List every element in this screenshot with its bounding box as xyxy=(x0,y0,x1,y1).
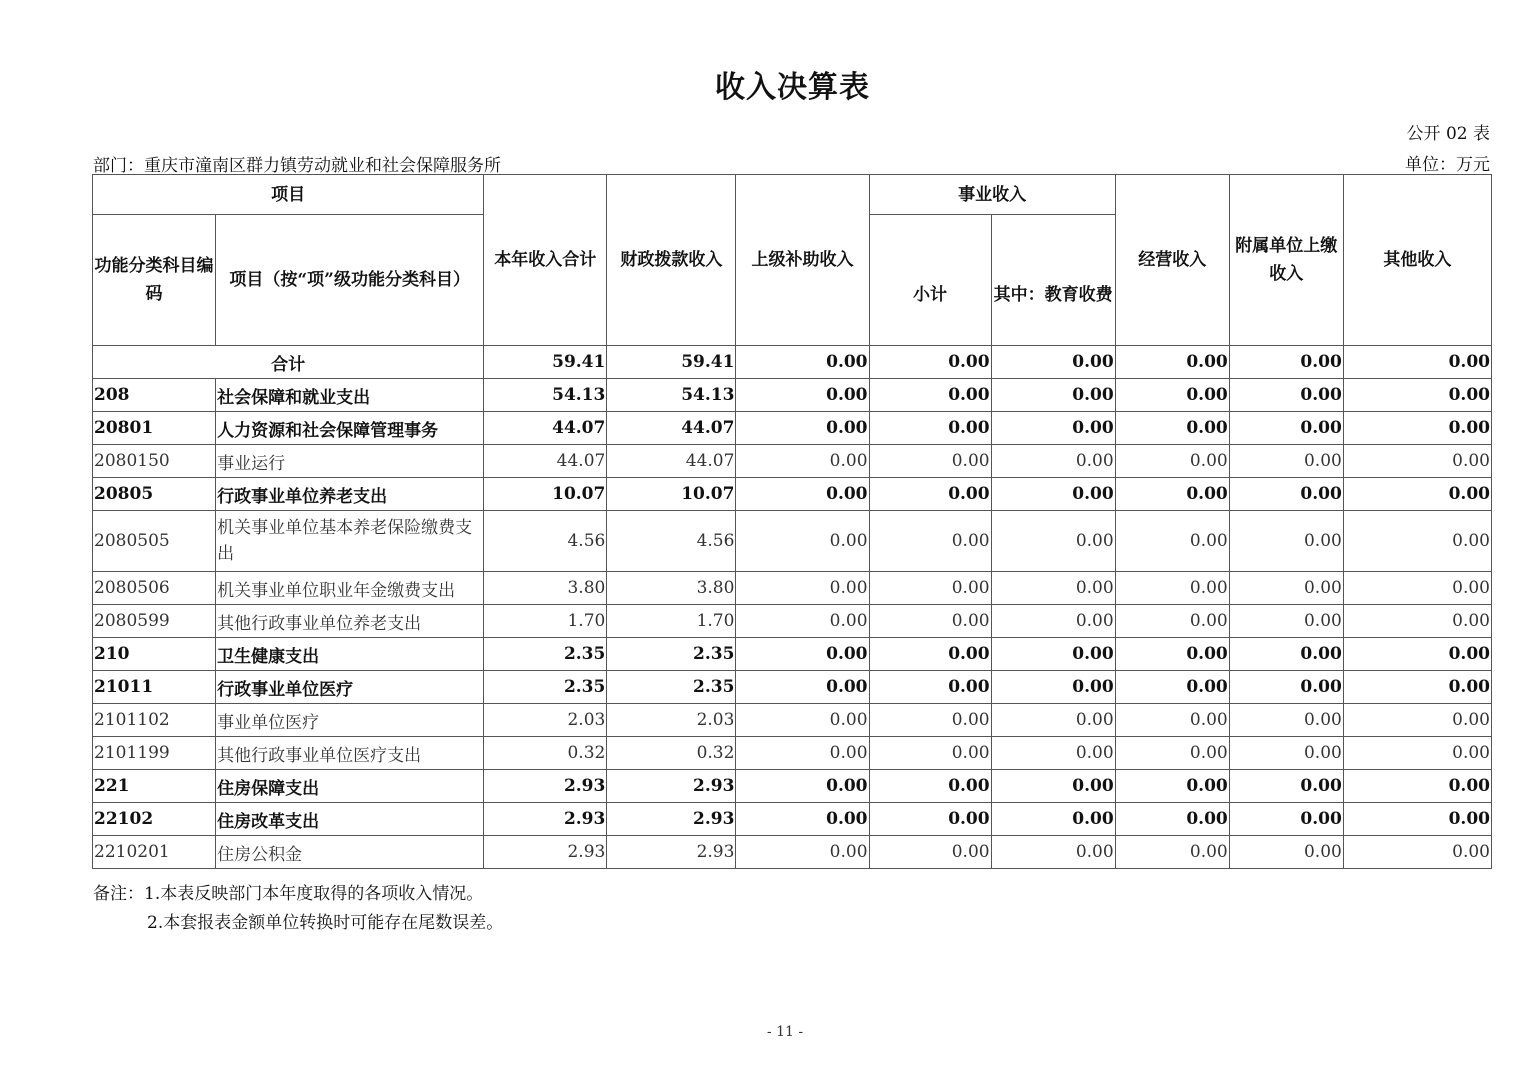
total-value: 0.00 xyxy=(1115,346,1229,379)
row-value: 0.00 xyxy=(736,412,869,445)
row-code: 210 xyxy=(93,638,216,671)
row-name: 其他行政事业单位医疗支出 xyxy=(216,737,484,770)
row-value: 0.00 xyxy=(869,605,991,638)
row-code: 2080599 xyxy=(93,605,216,638)
row-value: 10.07 xyxy=(484,478,607,511)
total-label: 合计 xyxy=(93,346,484,379)
header-education: 其中：教育收费 xyxy=(991,215,1115,346)
header-affiliate: 附属单位上缴收入 xyxy=(1229,175,1343,346)
row-value: 0.00 xyxy=(1343,638,1491,671)
row-value: 0.00 xyxy=(991,379,1115,412)
row-value: 0.32 xyxy=(607,737,736,770)
row-code: 2080150 xyxy=(93,445,216,478)
row-value: 0.00 xyxy=(1229,445,1343,478)
row-code: 22102 xyxy=(93,803,216,836)
header-other: 其他收入 xyxy=(1343,175,1491,346)
row-value: 0.00 xyxy=(1229,770,1343,803)
header-operating: 经营收入 xyxy=(1115,175,1229,346)
department-label: 部门：重庆市潼南区群力镇劳动就业和社会保障服务所 xyxy=(93,156,501,176)
row-name: 机关事业单位职业年金缴费支出 xyxy=(216,572,484,605)
total-value: 0.00 xyxy=(991,346,1115,379)
table-row xyxy=(93,445,1492,478)
row-value: 0.00 xyxy=(869,511,991,572)
row-name: 住房改革支出 xyxy=(216,803,484,836)
row-value: 1.70 xyxy=(484,605,607,638)
row-value: 0.00 xyxy=(736,511,869,572)
table-row xyxy=(93,770,1492,803)
row-code: 20801 xyxy=(93,412,216,445)
row-value: 0.00 xyxy=(736,803,869,836)
table-row xyxy=(93,511,1492,572)
table-row xyxy=(93,605,1492,638)
total-value: 0.00 xyxy=(1229,346,1343,379)
row-name: 住房公积金 xyxy=(216,836,484,869)
header-name: 项目（按“项”级功能分类科目） xyxy=(216,215,484,346)
row-value: 0.00 xyxy=(869,704,991,737)
row-name: 事业单位医疗 xyxy=(216,704,484,737)
row-value: 2.35 xyxy=(484,671,607,704)
row-name: 机关事业单位基本养老保险缴费支出 xyxy=(216,511,484,572)
row-value: 0.00 xyxy=(736,671,869,704)
row-value: 0.00 xyxy=(991,605,1115,638)
row-value: 0.00 xyxy=(1343,737,1491,770)
row-value: 2.03 xyxy=(484,704,607,737)
row-value: 0.00 xyxy=(736,445,869,478)
row-value: 0.00 xyxy=(991,704,1115,737)
row-value: 0.00 xyxy=(1229,511,1343,572)
row-value: 0.00 xyxy=(736,379,869,412)
row-code: 221 xyxy=(93,770,216,803)
row-value: 2.93 xyxy=(484,836,607,869)
row-code: 2101102 xyxy=(93,704,216,737)
row-value: 0.00 xyxy=(1115,379,1229,412)
row-value: 0.00 xyxy=(736,638,869,671)
row-value: 0.00 xyxy=(736,478,869,511)
row-value: 0.00 xyxy=(869,572,991,605)
total-value: 0.00 xyxy=(1343,346,1491,379)
row-value: 0.00 xyxy=(1115,412,1229,445)
unit-label: 单位：万元 xyxy=(1405,155,1490,175)
table-row xyxy=(93,836,1492,869)
table-row xyxy=(93,412,1492,445)
row-value: 0.00 xyxy=(1229,803,1343,836)
row-value: 0.00 xyxy=(1343,379,1491,412)
row-value: 0.00 xyxy=(1115,511,1229,572)
header-fiscal: 财政拨款收入 xyxy=(607,175,736,346)
row-value: 0.00 xyxy=(991,737,1115,770)
row-value: 0.00 xyxy=(869,770,991,803)
row-value: 0.00 xyxy=(869,836,991,869)
row-value: 0.00 xyxy=(736,572,869,605)
row-value: 0.00 xyxy=(991,770,1115,803)
row-name: 社会保障和就业支出 xyxy=(216,379,484,412)
row-value: 0.00 xyxy=(1343,704,1491,737)
total-value: 0.00 xyxy=(736,346,869,379)
row-value: 2.35 xyxy=(607,671,736,704)
row-value: 0.00 xyxy=(869,638,991,671)
row-value: 0.00 xyxy=(1229,704,1343,737)
row-value: 44.07 xyxy=(484,445,607,478)
row-value: 0.00 xyxy=(869,737,991,770)
row-value: 0.00 xyxy=(1229,379,1343,412)
row-value: 0.00 xyxy=(1115,572,1229,605)
row-value: 0.00 xyxy=(991,511,1115,572)
row-value: 0.00 xyxy=(1229,836,1343,869)
row-code: 20805 xyxy=(93,478,216,511)
total-row xyxy=(93,346,1492,379)
row-value: 0.00 xyxy=(1343,478,1491,511)
row-name: 行政事业单位医疗 xyxy=(216,671,484,704)
row-value: 0.00 xyxy=(991,478,1115,511)
row-value: 0.00 xyxy=(1229,412,1343,445)
row-value: 0.00 xyxy=(869,412,991,445)
row-value: 0.32 xyxy=(484,737,607,770)
header-project: 项目 xyxy=(93,175,484,215)
row-name: 住房保障支出 xyxy=(216,770,484,803)
row-value: 0.00 xyxy=(869,445,991,478)
total-value: 59.41 xyxy=(484,346,607,379)
row-value: 2.03 xyxy=(607,704,736,737)
row-value: 0.00 xyxy=(736,836,869,869)
table-row xyxy=(93,671,1492,704)
row-value: 0.00 xyxy=(869,803,991,836)
header-total: 本年收入合计 xyxy=(484,175,607,346)
row-value: 2.93 xyxy=(607,836,736,869)
row-value: 0.00 xyxy=(1115,770,1229,803)
row-value: 2.35 xyxy=(484,638,607,671)
header-superior: 上级补助收入 xyxy=(736,175,869,346)
header-business-income: 事业收入 xyxy=(869,175,1115,215)
row-value: 54.13 xyxy=(484,379,607,412)
row-value: 0.00 xyxy=(991,638,1115,671)
row-value: 2.35 xyxy=(607,638,736,671)
row-value: 0.00 xyxy=(1115,836,1229,869)
table-row xyxy=(93,379,1492,412)
total-value: 59.41 xyxy=(607,346,736,379)
row-value: 0.00 xyxy=(1229,605,1343,638)
table-row xyxy=(93,638,1492,671)
row-value: 0.00 xyxy=(991,572,1115,605)
row-name: 其他行政事业单位养老支出 xyxy=(216,605,484,638)
row-value: 0.00 xyxy=(869,478,991,511)
table-row xyxy=(93,704,1492,737)
row-value: 0.00 xyxy=(991,803,1115,836)
row-value: 0.00 xyxy=(1343,836,1491,869)
row-value: 0.00 xyxy=(1343,803,1491,836)
row-value: 44.07 xyxy=(607,412,736,445)
row-value: 0.00 xyxy=(1343,572,1491,605)
row-value: 2.93 xyxy=(607,803,736,836)
row-value: 0.00 xyxy=(991,412,1115,445)
row-value: 0.00 xyxy=(1343,605,1491,638)
row-value: 0.00 xyxy=(1343,671,1491,704)
row-code: 2101199 xyxy=(93,737,216,770)
row-code: 208 xyxy=(93,379,216,412)
row-value: 2.93 xyxy=(484,770,607,803)
row-value: 10.07 xyxy=(607,478,736,511)
row-name: 行政事业单位养老支出 xyxy=(216,478,484,511)
row-value: 0.00 xyxy=(869,671,991,704)
row-value: 0.00 xyxy=(736,770,869,803)
table-row xyxy=(93,737,1492,770)
row-value: 44.07 xyxy=(607,445,736,478)
row-value: 0.00 xyxy=(1115,803,1229,836)
row-value: 0.00 xyxy=(1115,478,1229,511)
row-value: 0.00 xyxy=(1343,770,1491,803)
row-value: 0.00 xyxy=(736,605,869,638)
header-code: 功能分类科目编码 xyxy=(93,215,216,346)
row-code: 21011 xyxy=(93,671,216,704)
row-value: 0.00 xyxy=(1343,412,1491,445)
row-value: 3.80 xyxy=(484,572,607,605)
note-2: 2.本套报表金额单位转换时可能存在尾数误差。 xyxy=(147,913,504,933)
page-number: - 11 - xyxy=(766,1024,804,1040)
row-value: 0.00 xyxy=(1115,605,1229,638)
note-1: 备注：1.本表反映部门本年度取得的各项收入情况。 xyxy=(93,884,484,904)
row-value: 0.00 xyxy=(1115,638,1229,671)
row-value: 0.00 xyxy=(736,704,869,737)
income-table xyxy=(92,174,1492,869)
row-value: 0.00 xyxy=(1115,704,1229,737)
row-value: 0.00 xyxy=(736,737,869,770)
row-value: 0.00 xyxy=(991,445,1115,478)
table-row xyxy=(93,572,1492,605)
header-subtotal: 小计 xyxy=(869,215,991,346)
row-value: 0.00 xyxy=(1229,572,1343,605)
total-value: 0.00 xyxy=(869,346,991,379)
page-title: 收入决算表 xyxy=(715,70,870,105)
row-value: 2.93 xyxy=(607,770,736,803)
row-value: 0.00 xyxy=(1343,511,1491,572)
row-value: 0.00 xyxy=(991,671,1115,704)
row-value: 0.00 xyxy=(1115,671,1229,704)
row-value: 0.00 xyxy=(1229,737,1343,770)
row-value: 0.00 xyxy=(1115,737,1229,770)
row-value: 4.56 xyxy=(484,511,607,572)
row-value: 4.56 xyxy=(607,511,736,572)
row-value: 2.93 xyxy=(484,803,607,836)
row-name: 人力资源和社会保障管理事务 xyxy=(216,412,484,445)
table-row xyxy=(93,803,1492,836)
form-number: 公开 02 表 xyxy=(1406,124,1490,144)
row-value: 0.00 xyxy=(1343,445,1491,478)
row-value: 0.00 xyxy=(1229,638,1343,671)
row-name: 卫生健康支出 xyxy=(216,638,484,671)
notes xyxy=(93,880,503,938)
row-value: 0.00 xyxy=(1115,445,1229,478)
row-code: 2080506 xyxy=(93,572,216,605)
row-value: 0.00 xyxy=(869,379,991,412)
row-code: 2210201 xyxy=(93,836,216,869)
row-value: 0.00 xyxy=(1229,671,1343,704)
row-value: 0.00 xyxy=(1229,478,1343,511)
table-row xyxy=(93,478,1492,511)
row-value: 0.00 xyxy=(991,836,1115,869)
row-value: 54.13 xyxy=(607,379,736,412)
row-value: 3.80 xyxy=(607,572,736,605)
row-value: 1.70 xyxy=(607,605,736,638)
row-name: 事业运行 xyxy=(216,445,484,478)
row-value: 44.07 xyxy=(484,412,607,445)
row-code: 2080505 xyxy=(93,511,216,572)
